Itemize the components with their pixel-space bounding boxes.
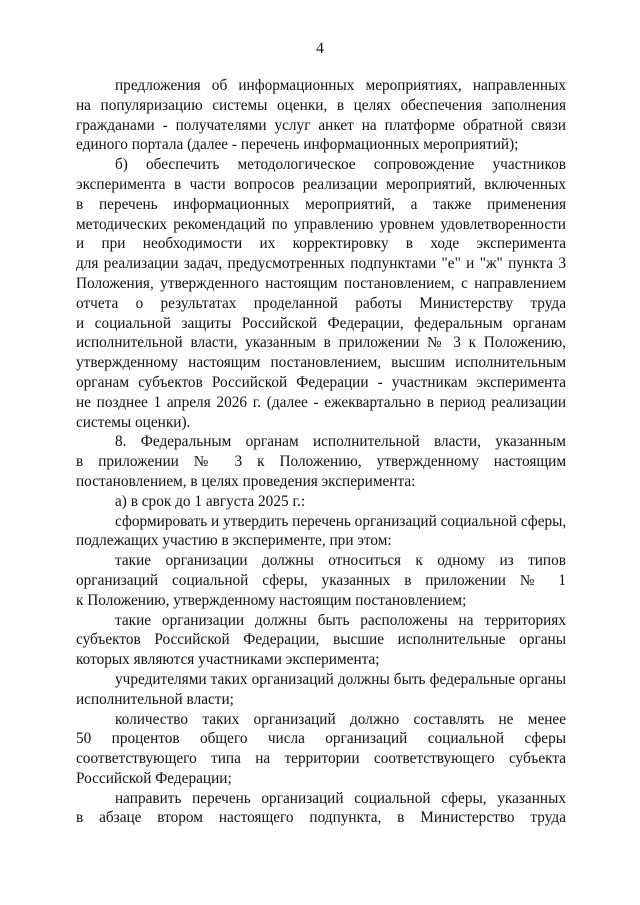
text-line: соответствующего типа на территории соответствующего субъекта	[76, 750, 566, 768]
text-line: гражданами - получателями услуг анкет на платформе обратной связи	[76, 116, 566, 134]
text-line: такие организации должны быть расположены на территориях	[115, 611, 566, 629]
text-line: и социальной защиты Российской Федерации, федеральным органам	[76, 314, 566, 332]
text-line: такие организации должны относиться к одному из типов	[115, 552, 566, 570]
text-line: Положения, утвержденного настоящим постановлением, с направлением	[76, 274, 566, 292]
text-line: учредителями таких организаций должны быть федеральные органы	[115, 670, 566, 688]
text-line: отчета о результатах проделанной работы Министерству труда	[76, 294, 566, 312]
text-line: в приложении № 3 к Положению, утвержденному настоящим	[76, 453, 566, 471]
text-line: исполнительной власти, указанным в приложении № 3 к Положению,	[76, 334, 566, 352]
text-line: а) в срок до 1 августа 2025 г.:	[115, 492, 306, 510]
text-line: утвержденному настоящим постановлением, высшим исполнительным	[76, 354, 566, 372]
text-line: в абзаце втором настоящего подпункта, в Министерство труда	[76, 809, 566, 827]
text-line: единого портала (далее - перечень информационных мероприятий);	[76, 136, 519, 154]
text-line: к Положению, утвержденному настоящим постановлением;	[76, 591, 467, 609]
text-line: постановлением, в целях проведения эксперимента:	[76, 472, 416, 490]
text-line: которых являются участниками эксперимента;	[76, 651, 380, 669]
text-line: и при необходимости их корректировку в ходе эксперимента	[76, 235, 566, 253]
document-body	[76, 76, 566, 828]
text-line: субъектов Российской Федерации, высшие исполнительные органы	[76, 631, 566, 649]
text-line: на популяризацию системы оценки, в целях обеспечения заполнения	[76, 96, 566, 114]
text-line: системы оценки).	[76, 413, 191, 431]
text-line: количество таких организаций должно составлять не менее	[115, 710, 566, 728]
text-line: подлежащих участию в эксперименте, при этом:	[76, 532, 392, 550]
text-line: 8. Федеральным органам исполнительной власти, указанным	[115, 433, 566, 451]
text-line: организаций социальной сферы, указанных в приложении № 1	[76, 571, 566, 589]
text-line: б) обеспечить методологическое сопровождение участников	[115, 156, 566, 174]
text-line: в перечень информационных мероприятий, а также применения	[76, 195, 566, 213]
text-line: не позднее 1 апреля 2026 г. (далее - ежеквартально в период реализации	[76, 393, 566, 411]
text-line: органам субъектов Российской Федерации - участникам эксперимента	[76, 373, 566, 391]
text-line: Российской Федерации;	[76, 769, 232, 787]
page-number: 4	[316, 40, 324, 57]
text-line: 50 процентов общего числа организаций социальной сферы	[76, 730, 566, 748]
text-line: методических рекомендаций по управлению уровнем удовлетворенности	[76, 215, 566, 233]
text-line: предложения об информационных мероприятиях, направленных	[115, 77, 566, 94]
text-line: эксперимента в части вопросов реализации мероприятий, включенных	[76, 175, 566, 193]
text-line: сформировать и утвердить перечень организаций социальной сферы,	[115, 512, 567, 530]
text-line: для реализации задач, предусмотренных подпунктами "е" и "ж" пункта 3	[76, 255, 566, 273]
text-line: направить перечень организаций социальной сферы, указанных	[115, 789, 566, 807]
text-line: исполнительной власти;	[76, 690, 234, 708]
